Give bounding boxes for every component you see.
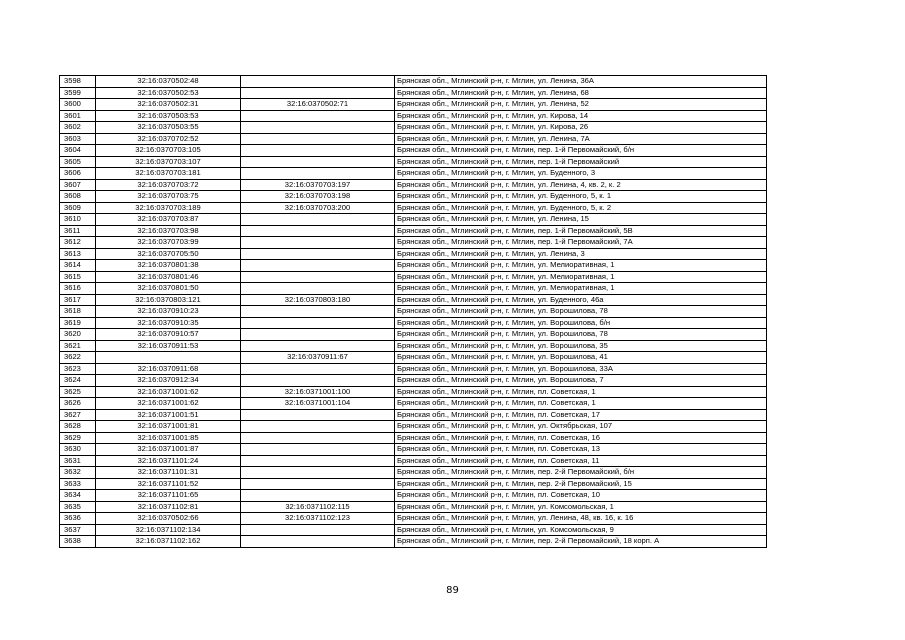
cadastral-number-cell: 32:16:0370911:68 [96,363,241,375]
table-row [60,467,767,479]
table-row [60,340,767,352]
table-row [60,455,767,467]
row-number-cell: 3627 [60,409,96,421]
table-row [60,386,767,398]
address-cell: Брянская обл., Мглинский р-н, г. Мглин, ул. Мелиоративная, 1 [395,283,767,295]
table-row [60,363,767,375]
cadastral-number-cell: 32:16:0370910:23 [96,306,241,318]
table-row [60,214,767,226]
building-cadastral-number-cell: 32:16:0370703:200 [241,202,395,214]
building-cadastral-number-cell [241,76,395,88]
address-cell: Брянская обл., Мглинский р-н, г. Мглин, ул. Комсомольская, 1 [395,501,767,513]
table-row [60,122,767,134]
address-cell: Брянская обл., Мглинский р-н, г. Мглин, ул. Ленина, 15 [395,214,767,226]
building-cadastral-number-cell: 32:16:0370803:180 [241,294,395,306]
row-number-cell: 3624 [60,375,96,387]
table-row [60,225,767,237]
building-cadastral-number-cell: 32:16:0370703:197 [241,179,395,191]
table-row [60,536,767,548]
address-cell: Брянская обл., Мглинский р-н, г. Мглин, пл. Советская, 13 [395,444,767,456]
row-number-cell: 3600 [60,99,96,111]
cadastral-number-cell: 32:16:0370910:57 [96,329,241,341]
table-row [60,306,767,318]
address-cell: Брянская обл., Мглинский р-н, г. Мглин, ул. Кирова, 26 [395,122,767,134]
table-row [60,110,767,122]
building-cadastral-number-cell [241,363,395,375]
building-cadastral-number-cell [241,283,395,295]
row-number-cell: 3617 [60,294,96,306]
address-cell: Брянская обл., Мглинский р-н, г. Мглин, ул. Мелиоративная, 1 [395,260,767,272]
building-cadastral-number-cell [241,237,395,249]
building-cadastral-number-cell [241,444,395,456]
cadastral-number-cell: 32:16:0370502:66 [96,513,241,525]
table-row [60,444,767,456]
row-number-cell: 3636 [60,513,96,525]
table-row [60,168,767,180]
row-number-cell: 3604 [60,145,96,157]
building-cadastral-number-cell [241,467,395,479]
address-cell: Брянская обл., Мглинский р-н, г. Мглин, пер. 2-й Первомайский, 15 [395,478,767,490]
property-table-body [60,76,767,548]
row-number-cell: 3631 [60,455,96,467]
row-number-cell: 3630 [60,444,96,456]
row-number-cell: 3616 [60,283,96,295]
building-cadastral-number-cell [241,432,395,444]
cadastral-number-cell: 32:16:0370502:53 [96,87,241,99]
cadastral-number-cell: 32:16:0371101:65 [96,490,241,502]
table-row [60,478,767,490]
row-number-cell: 3618 [60,306,96,318]
building-cadastral-number-cell: 32:16:0370703:198 [241,191,395,203]
table-row [60,409,767,421]
table-row [60,398,767,410]
cadastral-number-cell: 32:16:0370703:75 [96,191,241,203]
building-cadastral-number-cell [241,168,395,180]
cadastral-number-cell: 32:16:0370803:121 [96,294,241,306]
address-cell: Брянская обл., Мглинский р-н, г. Мглин, ул. Ленина, 7А [395,133,767,145]
cadastral-number-cell: 32:16:0371001:85 [96,432,241,444]
address-cell: Брянская обл., Мглинский р-н, г. Мглин, ул. Ворошилова, 33А [395,363,767,375]
row-number-cell: 3607 [60,179,96,191]
row-number-cell: 3615 [60,271,96,283]
cadastral-number-cell: 32:16:0370703:181 [96,168,241,180]
building-cadastral-number-cell [241,248,395,260]
cadastral-number-cell: 32:16:0370703:99 [96,237,241,249]
cadastral-number-cell: 32:16:0371102:81 [96,501,241,513]
row-number-cell: 3598 [60,76,96,88]
cadastral-number-cell: 32:16:0370705:50 [96,248,241,260]
address-cell: Брянская обл., Мглинский р-н, г. Мглин, пл. Советская, 1 [395,398,767,410]
row-number-cell: 3634 [60,490,96,502]
row-number-cell: 3623 [60,363,96,375]
cadastral-number-cell: 32:16:0370911:53 [96,340,241,352]
cadastral-number-cell: 32:16:0370912:34 [96,375,241,387]
address-cell: Брянская обл., Мглинский р-н, г. Мглин, ул. Ленина, 3 [395,248,767,260]
table-row [60,490,767,502]
row-number-cell: 3633 [60,478,96,490]
building-cadastral-number-cell [241,214,395,226]
building-cadastral-number-cell [241,145,395,157]
cadastral-number-cell: 32:16:0370703:87 [96,214,241,226]
table-row [60,352,767,364]
table-row [60,156,767,168]
address-cell: Брянская обл., Мглинский р-н, г. Мглин, ул. Буденного, 5, к. 2 [395,202,767,214]
row-number-cell: 3605 [60,156,96,168]
address-cell: Брянская обл., Мглинский р-н, г. Мглин, ул. Буденного, 46а [395,294,767,306]
table-row [60,202,767,214]
cadastral-number-cell: 32:16:0371101:24 [96,455,241,467]
cadastral-number-cell: 32:16:0370703:98 [96,225,241,237]
table-row [60,513,767,525]
address-cell: Брянская обл., Мглинский р-н, г. Мглин, пер. 2-й Первомайский, 18 корп. А [395,536,767,548]
table-row [60,375,767,387]
table-row [60,317,767,329]
building-cadastral-number-cell [241,156,395,168]
address-cell: Брянская обл., Мглинский р-н, г. Мглин, ул. Ворошилова, 78 [395,329,767,341]
building-cadastral-number-cell [241,271,395,283]
address-cell: Брянская обл., Мглинский р-н, г. Мглин, ул. Кирова, 14 [395,110,767,122]
cadastral-number-cell: 32:16:0370702:52 [96,133,241,145]
table-row [60,133,767,145]
address-cell: Брянская обл., Мглинский р-н, г. Мглин, пл. Советская, 17 [395,409,767,421]
address-cell: Брянская обл., Мглинский р-н, г. Мглин, ул. Ленина, 36А [395,76,767,88]
row-number-cell: 3609 [60,202,96,214]
table-row [60,524,767,536]
cadastral-number-cell: 32:16:0371102:134 [96,524,241,536]
address-cell: Брянская обл., Мглинский р-н, г. Мглин, ул. Ворошилова, 35 [395,340,767,352]
address-cell: Брянская обл., Мглинский р-н, г. Мглин, ул. Ворошилова, 78 [395,306,767,318]
building-cadastral-number-cell [241,133,395,145]
building-cadastral-number-cell: 32:16:0371102:123 [241,513,395,525]
address-cell: Брянская обл., Мглинский р-н, г. Мглин, пл. Советская, 10 [395,490,767,502]
table-row [60,329,767,341]
address-cell: Брянская обл., Мглинский р-н, г. Мглин, ул. Ворошилова, 41 [395,352,767,364]
cadastral-number-cell: 32:16:0371101:31 [96,467,241,479]
row-number-cell: 3619 [60,317,96,329]
building-cadastral-number-cell [241,122,395,134]
address-cell: Брянская обл., Мглинский р-н, г. Мглин, ул. Ленина, 48, кв. 16, к. 16 [395,513,767,525]
building-cadastral-number-cell: 32:16:0370911:67 [241,352,395,364]
row-number-cell: 3612 [60,237,96,249]
row-number-cell: 3603 [60,133,96,145]
building-cadastral-number-cell [241,110,395,122]
row-number-cell: 3608 [60,191,96,203]
address-cell: Брянская обл., Мглинский р-н, г. Мглин, пер. 1-й Первомайский, б/н [395,145,767,157]
cadastral-number-cell: 32:16:0371101:52 [96,478,241,490]
address-cell: Брянская обл., Мглинский р-н, г. Мглин, пл. Советская, 1 [395,386,767,398]
cadastral-number-cell: 32:16:0371001:51 [96,409,241,421]
table-row [60,432,767,444]
row-number-cell: 3599 [60,87,96,99]
cadastral-number-cell: 32:16:0370801:38 [96,260,241,272]
cadastral-number-cell: 32:16:0370801:46 [96,271,241,283]
cadastral-number-cell: 32:16:0370801:50 [96,283,241,295]
table-row [60,179,767,191]
address-cell: Брянская обл., Мглинский р-н, г. Мглин, пер. 2-й Первомайский, б/н [395,467,767,479]
table-row [60,99,767,111]
cadastral-number-cell: 32:16:0370910:35 [96,317,241,329]
building-cadastral-number-cell [241,375,395,387]
address-cell: Брянская обл., Мглинский р-н, г. Мглин, ул. Буденного, 3 [395,168,767,180]
building-cadastral-number-cell: 32:16:0371001:100 [241,386,395,398]
building-cadastral-number-cell [241,536,395,548]
property-table [59,75,767,548]
page-number: 89 [446,585,459,596]
building-cadastral-number-cell [241,455,395,467]
table-row [60,501,767,513]
building-cadastral-number-cell [241,306,395,318]
table-row [60,145,767,157]
address-cell: Брянская обл., Мглинский р-н, г. Мглин, ул. Мелиоративная, 1 [395,271,767,283]
row-number-cell: 3626 [60,398,96,410]
row-number-cell: 3628 [60,421,96,433]
address-cell: Брянская обл., Мглинский р-н, г. Мглин, ул. Ленина, 52 [395,99,767,111]
row-number-cell: 3629 [60,432,96,444]
cadastral-number-cell: 32:16:0371001:81 [96,421,241,433]
address-cell: Брянская обл., Мглинский р-н, г. Мглин, ул. Ленина, 4, кв. 2, к. 2 [395,179,767,191]
table-row [60,294,767,306]
table-row [60,76,767,88]
address-cell: Брянская обл., Мглинский р-н, г. Мглин, пл. Советская, 11 [395,455,767,467]
cadastral-number-cell: 32:16:0370703:107 [96,156,241,168]
address-cell: Брянская обл., Мглинский р-н, г. Мглин, ул. Комсомольская, 9 [395,524,767,536]
row-number-cell: 3614 [60,260,96,272]
cadastral-number-cell: 32:16:0370703:72 [96,179,241,191]
address-cell: Брянская обл., Мглинский р-н, г. Мглин, пер. 1-й Первомайский, 5В [395,225,767,237]
row-number-cell: 3635 [60,501,96,513]
building-cadastral-number-cell [241,490,395,502]
row-number-cell: 3637 [60,524,96,536]
building-cadastral-number-cell [241,87,395,99]
address-cell: Брянская обл., Мглинский р-н, г. Мглин, ул. Буденного, 5, к. 1 [395,191,767,203]
building-cadastral-number-cell [241,317,395,329]
table-row [60,421,767,433]
row-number-cell: 3625 [60,386,96,398]
row-number-cell: 3621 [60,340,96,352]
address-cell: Брянская обл., Мглинский р-н, г. Мглин, ул. Ленина, 68 [395,87,767,99]
table-row [60,191,767,203]
building-cadastral-number-cell: 32:16:0371001:104 [241,398,395,410]
building-cadastral-number-cell [241,329,395,341]
row-number-cell: 3606 [60,168,96,180]
table-row [60,248,767,260]
table-row [60,260,767,272]
row-number-cell: 3611 [60,225,96,237]
address-cell: Брянская обл., Мглинский р-н, г. Мглин, ул. Октябрьская, 107 [395,421,767,433]
building-cadastral-number-cell: 32:16:0371102:115 [241,501,395,513]
row-number-cell: 3602 [60,122,96,134]
cadastral-number-cell: 32:16:0371001:62 [96,398,241,410]
address-cell: Брянская обл., Мглинский р-н, г. Мглин, ул. Ворошилова, 7 [395,375,767,387]
cadastral-number-cell: 32:16:0371102:162 [96,536,241,548]
row-number-cell: 3620 [60,329,96,341]
address-cell: Брянская обл., Мглинский р-н, г. Мглин, пл. Советская, 16 [395,432,767,444]
cadastral-number-cell: 32:16:0370502:48 [96,76,241,88]
table-row [60,237,767,249]
row-number-cell: 3610 [60,214,96,226]
row-number-cell: 3601 [60,110,96,122]
row-number-cell: 3638 [60,536,96,548]
cadastral-number-cell: 32:16:0371001:62 [96,386,241,398]
cadastral-number-cell: 32:16:0370502:31 [96,99,241,111]
table-row [60,87,767,99]
cadastral-number-cell: 32:16:0370703:105 [96,145,241,157]
address-cell: Брянская обл., Мглинский р-н, г. Мглин, пер. 1-й Первомайский, 7А [395,237,767,249]
address-cell: Брянская обл., Мглинский р-н, г. Мглин, ул. Ворошилова, б/н [395,317,767,329]
building-cadastral-number-cell: 32:16:0370502:71 [241,99,395,111]
table-row [60,271,767,283]
building-cadastral-number-cell [241,421,395,433]
cadastral-number-cell: 32:16:0370503:53 [96,110,241,122]
building-cadastral-number-cell [241,260,395,272]
cadastral-number-cell: 32:16:0370703:189 [96,202,241,214]
cadastral-number-cell [96,352,241,364]
row-number-cell: 3613 [60,248,96,260]
cadastral-number-cell: 32:16:0370503:55 [96,122,241,134]
cadastral-number-cell: 32:16:0371001:87 [96,444,241,456]
row-number-cell: 3632 [60,467,96,479]
address-cell: Брянская обл., Мглинский р-н, г. Мглин, пер. 1-й Первомайский [395,156,767,168]
table-row [60,283,767,295]
building-cadastral-number-cell [241,478,395,490]
building-cadastral-number-cell [241,524,395,536]
building-cadastral-number-cell [241,225,395,237]
row-number-cell: 3622 [60,352,96,364]
building-cadastral-number-cell [241,409,395,421]
building-cadastral-number-cell [241,340,395,352]
